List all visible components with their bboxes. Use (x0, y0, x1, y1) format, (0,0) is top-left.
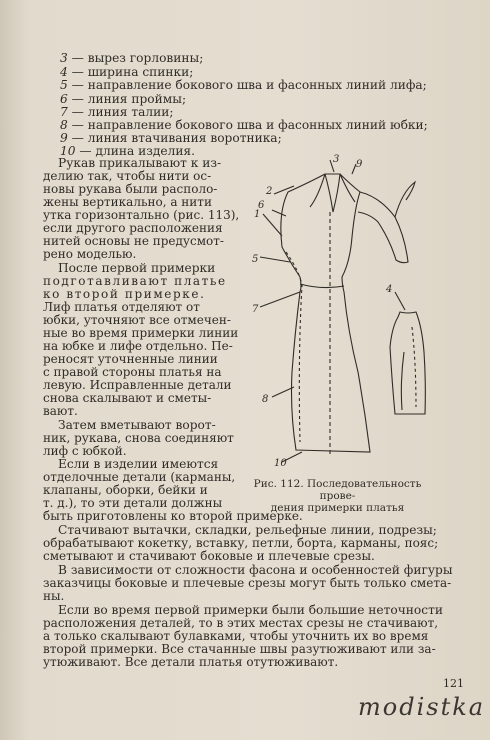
legend-item: 4 — ширина спинки; (60, 65, 194, 79)
text-line: Рукав прикалывают к из- (58, 156, 222, 170)
text-line: клапаны, оборки, бейки и (43, 483, 208, 497)
text-line: нитей основы не предусмот- (43, 234, 224, 248)
text-line: если другого расположения (43, 221, 223, 235)
legend-item: 5 — направление бокового шва и фасонных линий лифа; (60, 78, 427, 92)
text-line: а только скалывают булавками, чтобы уточнить их во время (43, 629, 429, 643)
text-line: утка горизонтально (рис. 113), (43, 208, 240, 222)
legend-item: 6 — линия проймы; (60, 92, 187, 106)
text-line: на юбке и лифе отдельно. Пе- (43, 339, 233, 353)
text-line: левую. Исправленные детали (43, 378, 232, 392)
text-line: снова скалывают и сметы- (43, 391, 212, 405)
figure-label: 2 (266, 186, 273, 197)
text-line: с правой стороны платья на (43, 365, 222, 379)
page-number: 121 (443, 677, 464, 690)
text-line: заказчицы боковые и плечевые срезы могут быть только смета- (43, 576, 452, 590)
text-line: подготавливают платье (43, 274, 227, 288)
legend-item: 7 — линия талии; (60, 105, 174, 119)
text-line: сметывают и стачивают боковые и плечевые срезы. (43, 549, 375, 563)
legend-item: 9 — линия втачивания воротника; (60, 131, 282, 145)
text-line: быть приготовлены ко второй примерке. (43, 509, 303, 523)
text-line: отделочные детали (карманы, (43, 470, 236, 484)
legend-item: 8 — направление бокового шва и фасонных линий юбки; (60, 118, 428, 132)
text-line: Если в изделии имеются (58, 457, 219, 471)
text-line: После первой примерки (58, 261, 216, 275)
text-line: обрабатывают кокетку, вставку, петли, борта, карманы, пояс; (43, 536, 439, 550)
text-line: Если во время первой примерки были большие неточности (58, 603, 443, 617)
text-line: ник, рукава, снова соединяют (43, 431, 234, 445)
text-line: т. д.), то эти детали должны (43, 496, 223, 510)
text-line: лиф с юбкой. (43, 444, 127, 458)
text-line: ко второй примерке. (43, 287, 206, 301)
text-line: ны. (43, 589, 65, 603)
text-line: реносят уточненные линии (43, 352, 218, 366)
text-line: ные во время примерки линии (43, 326, 239, 340)
legend-item: 10 — длина изделия. (60, 144, 195, 158)
text-line: расположения деталей, то в этих местах срезы не стачивают, (43, 616, 439, 630)
legend-item: 3 — вырез горловины; (60, 51, 204, 65)
text-line: второй примерки. Все стачанные швы разутюживают или за- (43, 642, 436, 656)
text-line: В зависимости от сложности фасона и особенностей фигуры (58, 563, 453, 577)
figure-label: 6 (258, 200, 265, 211)
figure-label: 5 (252, 254, 259, 265)
figure-label: 3 (333, 154, 340, 165)
text-line: Затем вметывают ворот- (58, 418, 216, 432)
figure-label: 8 (262, 394, 269, 405)
text-line: жены вертикально, а нити (43, 195, 212, 209)
text-line: Лиф платья отделяют от (43, 300, 200, 314)
text-line: делию так, чтобы нити ос- (43, 169, 212, 183)
text-line: юбки, уточняют все отмечен- (43, 313, 231, 327)
figure-label: 1 (254, 209, 261, 220)
figure-label: 9 (356, 159, 363, 170)
figure-caption (240, 478, 435, 514)
caption-line: дения примерки платья (270, 502, 405, 514)
dress-fitting-figure (230, 152, 435, 470)
figure-label: 4 (386, 284, 393, 295)
caption-line: Рис. 112. Последовательность прове- (253, 478, 422, 502)
text-line: новы рукава были располо- (43, 182, 218, 196)
figure-label: 10 (274, 458, 287, 469)
watermark: modistka (358, 693, 486, 721)
text-line: вают. (43, 404, 78, 418)
text-line: рено моделью. (43, 247, 137, 261)
text-line: утюживают. Все детали платья отутюживают. (43, 655, 339, 669)
figure-label: 7 (252, 304, 259, 315)
text-line: Стачивают вытачки, складки, рельефные линии, подрезы; (58, 523, 437, 537)
